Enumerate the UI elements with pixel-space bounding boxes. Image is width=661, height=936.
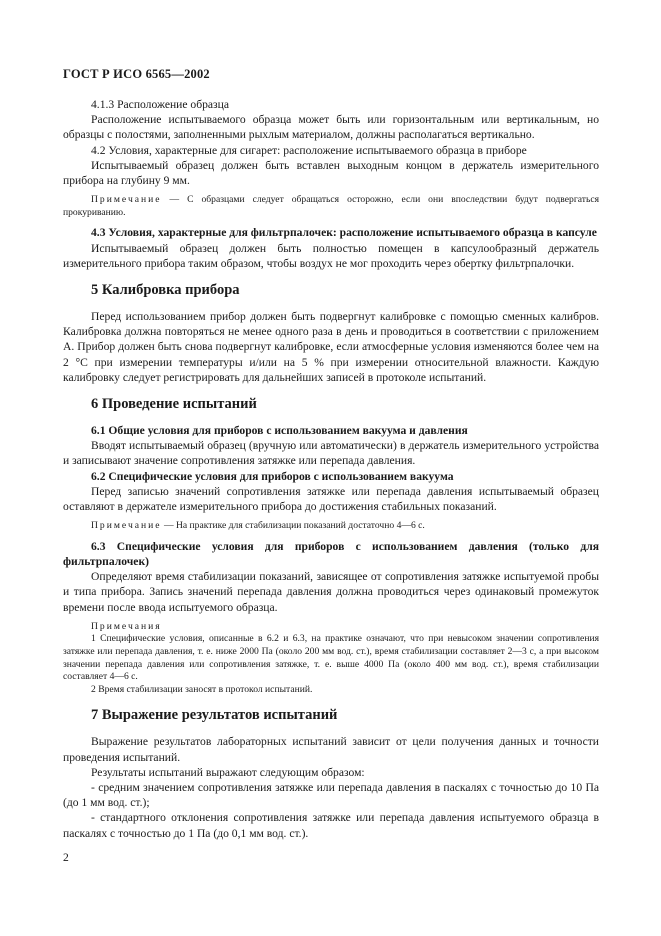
section-4-1-3-heading: 4.1.3 Расположение образца <box>91 98 229 111</box>
section-6-note-1: 1 Специфические условия, описанные в 6.2 и 6.3, на практике означают, что при невысоком значении сопротивления затяжке или перепада давления, т. е. ниже 2000 Па (около 200 мм вод. ст.), время стабилизации составляет 2—3 с, а при высоком значении перепада давления или сопротивления затяжке, т. е. выше 4000 Па (около 400 мм вод. ст.), время стабилизации составляет 4—6 с. <box>63 633 599 683</box>
section-4-1-3-text: Расположение испытываемого образца может быть или горизонтальным или вертикальным, но образцы с полостями, заполненными рыхлым материалом, должны располагаться вертикально. <box>63 113 599 142</box>
section-4-3-text: Испытываемый образец должен быть полностью помещен в капсулообразный держатель измерительного прибора таким образом, чтобы воздух не мог проходить через обертку фильтрпалочки. <box>63 241 599 270</box>
section-7-list-item-2: - стандартного отклонения сопротивления затяжке или перепада давления испытуемого образца в паскалях с точностью до 1 Па (до 0,1 мм вод. ст.). <box>63 811 599 840</box>
note-label: Примечание <box>91 520 162 532</box>
section-6-3-text: Определяют время стабилизации показаний, зависящее от сопротивления затяжке испытуемой пробы и типа прибора. Запись значений перепада давления должна проводиться через одинаковый промежуток времени после ввода испытуемого образца. <box>63 570 599 614</box>
section-6-1-text: Вводят испытываемый образец (вручную или автоматически) в держатель измерительного устройства и записывают значение сопротивления затяжке или перепада давления. <box>63 439 599 468</box>
section-4-3-heading: 4.3 Условия, характерные для фильтрпалочек: расположение испытываемого образца в капсуле <box>91 226 597 240</box>
section-6-1-heading: 6.1 Общие условия для приборов с использованием вакуума и давления <box>91 424 468 438</box>
section-6-3-heading: 6.3 Специфические условия для приборов с использованием давления (только для фильтрпалочек) <box>63 539 599 569</box>
section-6-2-heading: 6.2 Специфические условия для приборов с использованием вакуума <box>91 469 454 483</box>
section-6-2-text: Перед записью значений сопротивления затяжке или перепада давления испытываемый образец оставляют в держателе измерительного прибора до достижения стабильных показаний. <box>63 484 599 514</box>
section-4-2-note <box>63 194 599 219</box>
note-text: — На практике для стабилизации показаний достаточно 4—6 с. <box>161 520 425 532</box>
section-7-paragraph-1: Выражение результатов лабораторных испытаний зависит от цели получения данных и точности проведения испытаний. <box>63 735 599 764</box>
note-text: — С образцами следует обращаться осторожно, если они впоследствии будут подвергаться прокуриванию. <box>63 194 599 218</box>
section-6-note-2: 2 Время стабилизации заносят в протокол испытаний. <box>91 683 313 695</box>
section-5-text: Перед использованием прибор должен быть подвергнут калибровке с помощью сменных калибров. Калибровка должна повторяться не менее одного раза в день и проводиться в соответствии с приложением А. Прибор должен быть снова подвергнут калибровке, если атмосферные условия изменяются более чем на 2 °С при измерении температуры и/или на 5 % при измерении относительной влажности. Каждую калибровку следует регистрировать для дальнейших записей в протоколе испытаний. <box>63 310 599 384</box>
section-6-notes-label: Примечания <box>91 620 162 632</box>
section-5-title: 5 Калибровка прибора <box>91 282 240 299</box>
section-7-title: 7 Выражение результатов испытаний <box>91 707 338 724</box>
section-7-list-item-1: - средним значением сопротивления затяжке или перепада давления в паскалях с точностью до 10 Па (до 1 мм вод. ст.); <box>63 781 599 810</box>
note-label: Примечание <box>91 194 162 206</box>
document-code: ГОСТ Р ИСО 6565—2002 <box>63 67 210 81</box>
section-6-title: 6 Проведение испытаний <box>91 396 257 413</box>
section-4-2-heading: 4.2 Условия, характерные для сигарет: расположение испытываемого образца в приборе <box>91 143 527 157</box>
section-4-2-text: Испытываемый образец должен быть вставлен выходным концом в держатель измерительного прибора на глубину 9 мм. <box>63 158 599 188</box>
page-number: 2 <box>63 851 69 864</box>
page-content <box>63 97 599 841</box>
section-6-2-note <box>63 520 599 533</box>
section-7-paragraph-2: Результаты испытаний выражают следующим образом: <box>91 765 365 779</box>
